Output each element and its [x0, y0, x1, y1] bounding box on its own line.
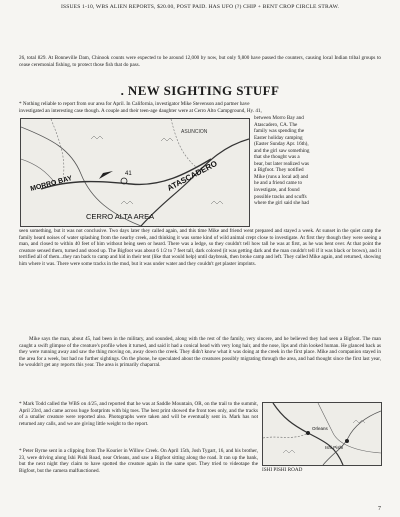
side-line: Mike (runs a local ad) and	[254, 173, 309, 180]
title-bullet: .	[120, 83, 128, 98]
morro-bay-label: MORRO BAY	[29, 175, 73, 193]
side-line: that she thought was a	[254, 154, 300, 161]
route-label: 41	[125, 171, 132, 177]
cerro-alto-map-drawing	[21, 119, 249, 226]
section-title	[0, 83, 400, 99]
intro-paragraph: 26, total 829. At Bonneville Dam, Chinook counts were expected to be around 12,000 by now, but only 9,800 have passed the counters, causing local Indian tribal groups to cease ceremonial fishing, to protect those fish that do pass.	[19, 55, 381, 68]
story1-body: seen something, but it was not conclusive. Two days later they called again, and this time Mike and friend went prepared and stayed a week. At sunset in the quiet camp the family heard noises of water splashing from the nearby creek, and thinking it was some kind of wild animal crept close to investigate. At first they though they were seeing a man, and closed to within 40 feet of him without being seen or heard. There was a ledge, so they couldn't tell how tall he was at first, as he was bent over. At that point the creature sensed them, turned and stood up. The Bigfoot was about 6 1/2 to 7 feet tall, dark colored (it was getting dark and the man couldn't tell if it was black or brown), and it terrified all of them...they ran back to camp and hid in their tent (like that would help) until daybreak, then broke camp and left. They called Mike again, and returned, showing him where it was. There were some tracks in the mud, but it was under water and they couldn't get plaster imprints.	[19, 228, 381, 267]
side-line: and the girl saw something	[254, 147, 310, 154]
side-line: investigate, and found	[254, 187, 300, 194]
header-ad-line: ISSUES 1-10, WBS ALIEN REPORTS, $20.00, POST PAID. HAS UFO (?) CHIP + BENT CROP CIRCLE STRAW.	[60, 4, 340, 10]
ishi-pishi-label: Ishi Pishi	[325, 445, 344, 450]
side-line: where the girl said she had	[254, 200, 309, 207]
cerro-alto-map	[20, 118, 250, 227]
side-line: he and a friend came to	[254, 180, 303, 187]
side-line: possible tracks and scuffs	[254, 193, 307, 200]
side-line: (Easter Sunday Apr. 16th),	[254, 141, 309, 148]
orleans-label: Orleans	[312, 426, 328, 431]
atascadero-label: ATASCADERO	[165, 158, 219, 193]
story4-paragraph: * Peter Byrne sent in a clipping from The Kourier in Willow Creek. On April 15th, Josh Tygart, 16, and his brother, 23, were driving along Ishi Pishi Road, near Orleans, and saw a Bigfoot sitting along the road. It ran up the bank, but the next night they claim to have spotted the creature again in the same spot. They tried to videotape the Bigfoot, but the camera malfunctioned.	[19, 448, 258, 474]
story1-line1: * Nothing reliable to report from our area for April. In California, investigator Mike Stevenson and partner have	[19, 101, 250, 107]
story3-paragraph: * Mark Todd called the WBS on 4/25, and reported that he was at Saddle Mountain, OR, on the trail to the summit, April 23rd, and came across huge footprints with big toes. The best print showed the front toes only, and the tracks of a smaller creature were reported also. Photographs were taken and will be eventually sent in. Mark has not returned any calls, and we are giving little weight to the report.	[19, 401, 258, 427]
section-title-text: NEW SIGHTING STUFF	[127, 83, 280, 98]
ishi-pishi-map	[262, 402, 382, 466]
asuncion-label: ASUNCION	[181, 129, 208, 135]
page-number: 7	[378, 506, 381, 512]
map2-caption: ISHI PISHI ROAD	[262, 467, 303, 473]
story1-line2: investigated an interesting case though. A couple and their teen-age daughter were at Cerro Alto Campground, Hy. 41,	[19, 108, 262, 114]
side-line: family was spending the	[254, 128, 305, 135]
story2-paragraph: Mike says the man, about 45, had been in the military, and sounded, along with the rest of the family, very sincere, and he believed they had seen a Bigfoot. The man caught a swift glimpse of the creature's profile when it turned, and said it had a conical head with very long hair, and the nose, lips and chin looked human. He glanced back as they were running away and saw the thing moving on, away down the creek. They didn't know what it was doing at the creek in the first place. Mike and companion stayed in the area for a week, but had no further sightings. On the phone, he speculated about the creatures possibly migrating through the area, and had thought since the first last year, he wouldn't get any reports this year. The area is primarily chaparral.	[19, 336, 381, 369]
side-line: between Morro Bay and	[254, 115, 304, 121]
cerro-alta-area-label: CERRO ALTA AREA	[86, 212, 155, 221]
side-line: a Bigfoot. They notified	[254, 167, 304, 174]
side-line: Easter holiday camping	[254, 134, 303, 141]
side-line: bear, but later realized was	[254, 160, 310, 167]
story1-side-column	[254, 115, 381, 207]
ishi-pishi-map-drawing	[263, 403, 381, 465]
side-line: Atascadero, CA. The	[254, 121, 298, 128]
